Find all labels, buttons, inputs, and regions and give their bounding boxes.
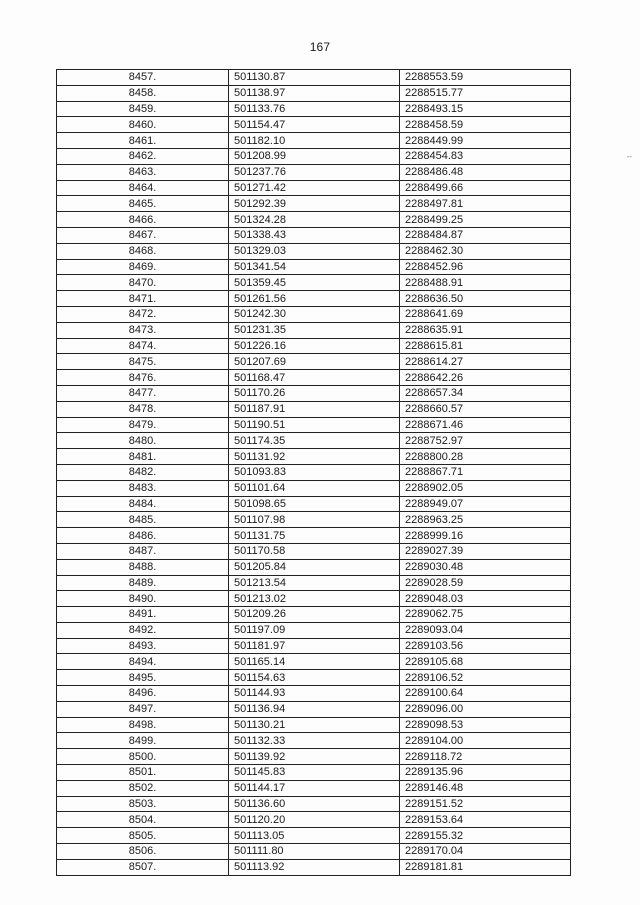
- y-coordinate-cell: 2288462.30: [400, 243, 571, 259]
- table-row: [57, 243, 571, 259]
- x-coordinate-cell: 501154.47: [229, 117, 400, 133]
- coordinates-table: [56, 69, 571, 876]
- table-row: [57, 622, 571, 638]
- point-number-cell: 8484.: [57, 496, 229, 512]
- x-coordinate-cell: 501207.69: [229, 354, 400, 370]
- x-coordinate-cell: 501101.64: [229, 480, 400, 496]
- x-coordinate-cell: 501133.76: [229, 101, 400, 117]
- x-coordinate-cell: 501324.28: [229, 212, 400, 228]
- x-coordinate-cell: 501341.54: [229, 259, 400, 275]
- point-number-cell: 8490.: [57, 591, 229, 607]
- point-number-cell: 8481.: [57, 449, 229, 465]
- y-coordinate-cell: 2288449.99: [400, 133, 571, 149]
- point-number-cell: 8473.: [57, 322, 229, 338]
- point-number-cell: 8460.: [57, 117, 229, 133]
- point-number-cell: 8464.: [57, 180, 229, 196]
- table-row: [57, 575, 571, 591]
- y-coordinate-cell: 2289096.00: [400, 701, 571, 717]
- y-coordinate-cell: 2289153.64: [400, 812, 571, 828]
- y-coordinate-cell: 2289104.00: [400, 733, 571, 749]
- table-row: [57, 701, 571, 717]
- table-row: [57, 306, 571, 322]
- point-number-cell: 8457.: [57, 70, 229, 86]
- y-coordinate-cell: 2288497.81: [400, 196, 571, 212]
- table-row: [57, 464, 571, 480]
- x-coordinate-cell: 501329.03: [229, 243, 400, 259]
- point-number-cell: 8499.: [57, 733, 229, 749]
- table-row: [57, 638, 571, 654]
- point-number-cell: 8506.: [57, 844, 229, 860]
- table-row: [57, 117, 571, 133]
- point-number-cell: 8475.: [57, 354, 229, 370]
- x-coordinate-cell: 501182.10: [229, 133, 400, 149]
- table-row: [57, 528, 571, 544]
- y-coordinate-cell: 2288641.69: [400, 306, 571, 322]
- table-row: [57, 449, 571, 465]
- y-coordinate-cell: 2288635.91: [400, 322, 571, 338]
- x-coordinate-cell: 501231.35: [229, 322, 400, 338]
- point-number-cell: 8483.: [57, 480, 229, 496]
- point-number-cell: 8470.: [57, 275, 229, 291]
- point-number-cell: 8486.: [57, 528, 229, 544]
- x-coordinate-cell: 501187.91: [229, 401, 400, 417]
- x-coordinate-cell: 501181.97: [229, 638, 400, 654]
- point-number-cell: 8474.: [57, 338, 229, 354]
- table-row: [57, 749, 571, 765]
- point-number-cell: 8494.: [57, 654, 229, 670]
- table-row: [57, 591, 571, 607]
- y-coordinate-cell: 2288452.96: [400, 259, 571, 275]
- y-coordinate-cell: 2288499.66: [400, 180, 571, 196]
- y-coordinate-cell: 2288800.28: [400, 449, 571, 465]
- point-number-cell: 8461.: [57, 133, 229, 149]
- y-coordinate-cell: 2288484.87: [400, 227, 571, 243]
- y-coordinate-cell: 2289062.75: [400, 607, 571, 623]
- table-row: [57, 370, 571, 386]
- point-number-cell: 8505.: [57, 828, 229, 844]
- margin-mark: --: [626, 152, 632, 161]
- point-number-cell: 8500.: [57, 749, 229, 765]
- table-row: [57, 607, 571, 623]
- y-coordinate-cell: 2289100.64: [400, 686, 571, 702]
- table-row: [57, 717, 571, 733]
- y-coordinate-cell: 2288636.50: [400, 291, 571, 307]
- table-row: [57, 828, 571, 844]
- point-number-cell: 8468.: [57, 243, 229, 259]
- table-row: [57, 101, 571, 117]
- table-row: [57, 480, 571, 496]
- x-coordinate-cell: 501213.54: [229, 575, 400, 591]
- y-coordinate-cell: 2288949.07: [400, 496, 571, 512]
- x-coordinate-cell: 501111.80: [229, 844, 400, 860]
- y-coordinate-cell: 2288488.91: [400, 275, 571, 291]
- point-number-cell: 8497.: [57, 701, 229, 717]
- table-row: [57, 654, 571, 670]
- table-row: [57, 338, 571, 354]
- x-coordinate-cell: 501144.17: [229, 780, 400, 796]
- point-number-cell: 8496.: [57, 686, 229, 702]
- x-coordinate-cell: 501338.43: [229, 227, 400, 243]
- x-coordinate-cell: 501131.75: [229, 528, 400, 544]
- x-coordinate-cell: 501226.16: [229, 338, 400, 354]
- x-coordinate-cell: 501165.14: [229, 654, 400, 670]
- point-number-cell: 8502.: [57, 780, 229, 796]
- y-coordinate-cell: 2289181.81: [400, 859, 571, 875]
- x-coordinate-cell: 501209.26: [229, 607, 400, 623]
- x-coordinate-cell: 501359.45: [229, 275, 400, 291]
- table-row: [57, 259, 571, 275]
- y-coordinate-cell: 2288657.34: [400, 385, 571, 401]
- point-number-cell: 8467.: [57, 227, 229, 243]
- point-number-cell: 8482.: [57, 464, 229, 480]
- table-row: [57, 512, 571, 528]
- point-number-cell: 8491.: [57, 607, 229, 623]
- point-number-cell: 8462.: [57, 148, 229, 164]
- point-number-cell: 8498.: [57, 717, 229, 733]
- x-coordinate-cell: 501208.99: [229, 148, 400, 164]
- point-number-cell: 8459.: [57, 101, 229, 117]
- point-number-cell: 8463.: [57, 164, 229, 180]
- table-row: [57, 780, 571, 796]
- y-coordinate-cell: 2289030.48: [400, 559, 571, 575]
- point-number-cell: 8479.: [57, 417, 229, 433]
- table-row: [57, 765, 571, 781]
- x-coordinate-cell: 501120.20: [229, 812, 400, 828]
- x-coordinate-cell: 501154.63: [229, 670, 400, 686]
- x-coordinate-cell: 501113.92: [229, 859, 400, 875]
- x-coordinate-cell: 501168.47: [229, 370, 400, 386]
- x-coordinate-cell: 501237.76: [229, 164, 400, 180]
- point-number-cell: 8501.: [57, 765, 229, 781]
- table-row: [57, 70, 571, 86]
- y-coordinate-cell: 2288752.97: [400, 433, 571, 449]
- y-coordinate-cell: 2288999.16: [400, 528, 571, 544]
- point-number-cell: 8492.: [57, 622, 229, 638]
- y-coordinate-cell: 2288615.81: [400, 338, 571, 354]
- point-number-cell: 8485.: [57, 512, 229, 528]
- point-number-cell: 8503.: [57, 796, 229, 812]
- table-row: [57, 543, 571, 559]
- x-coordinate-cell: 501242.30: [229, 306, 400, 322]
- x-coordinate-cell: 501093.83: [229, 464, 400, 480]
- y-coordinate-cell: 2289103.56: [400, 638, 571, 654]
- point-number-cell: 8493.: [57, 638, 229, 654]
- table-row: [57, 227, 571, 243]
- table-row: [57, 85, 571, 101]
- y-coordinate-cell: 2289151.52: [400, 796, 571, 812]
- y-coordinate-cell: 2289135.96: [400, 765, 571, 781]
- page-number: 167: [309, 40, 331, 54]
- x-coordinate-cell: 501197.09: [229, 622, 400, 638]
- table-row: [57, 322, 571, 338]
- table-row: [57, 686, 571, 702]
- table-row: [57, 859, 571, 875]
- point-number-cell: 8488.: [57, 559, 229, 575]
- table-row: [57, 796, 571, 812]
- table-row: [57, 133, 571, 149]
- table-row: [57, 180, 571, 196]
- x-coordinate-cell: 501174.35: [229, 433, 400, 449]
- y-coordinate-cell: 2288902.05: [400, 480, 571, 496]
- table-row: [57, 291, 571, 307]
- y-coordinate-cell: 2288515.77: [400, 85, 571, 101]
- table-row: [57, 496, 571, 512]
- x-coordinate-cell: 501213.02: [229, 591, 400, 607]
- x-coordinate-cell: 501144.93: [229, 686, 400, 702]
- y-coordinate-cell: 2288493.15: [400, 101, 571, 117]
- x-coordinate-cell: 501136.60: [229, 796, 400, 812]
- point-number-cell: 8495.: [57, 670, 229, 686]
- y-coordinate-cell: 2288499.25: [400, 212, 571, 228]
- table-row: [57, 148, 571, 164]
- table-row: [57, 401, 571, 417]
- y-coordinate-cell: 2289146.48: [400, 780, 571, 796]
- y-coordinate-cell: 2288642.26: [400, 370, 571, 386]
- point-number-cell: 8465.: [57, 196, 229, 212]
- y-coordinate-cell: 2289093.04: [400, 622, 571, 638]
- x-coordinate-cell: 501261.56: [229, 291, 400, 307]
- point-number-cell: 8478.: [57, 401, 229, 417]
- y-coordinate-cell: 2289105.68: [400, 654, 571, 670]
- table-row: [57, 354, 571, 370]
- x-coordinate-cell: 501132.33: [229, 733, 400, 749]
- table-row: [57, 196, 571, 212]
- y-coordinate-cell: 2289028.59: [400, 575, 571, 591]
- x-coordinate-cell: 501130.87: [229, 70, 400, 86]
- x-coordinate-cell: 501136.94: [229, 701, 400, 717]
- x-coordinate-cell: 501130.21: [229, 717, 400, 733]
- coordinates-table-body: [57, 70, 571, 876]
- x-coordinate-cell: 501170.26: [229, 385, 400, 401]
- y-coordinate-cell: 2288614.27: [400, 354, 571, 370]
- table-row: [57, 670, 571, 686]
- x-coordinate-cell: 501113.05: [229, 828, 400, 844]
- point-number-cell: 8487.: [57, 543, 229, 559]
- x-coordinate-cell: 501190.51: [229, 417, 400, 433]
- point-number-cell: 8489.: [57, 575, 229, 591]
- table-row: [57, 385, 571, 401]
- x-coordinate-cell: 501170.58: [229, 543, 400, 559]
- x-coordinate-cell: 501098.65: [229, 496, 400, 512]
- x-coordinate-cell: 501145.83: [229, 765, 400, 781]
- y-coordinate-cell: 2288671.46: [400, 417, 571, 433]
- y-coordinate-cell: 2289118.72: [400, 749, 571, 765]
- y-coordinate-cell: 2289027.39: [400, 543, 571, 559]
- point-number-cell: 8507.: [57, 859, 229, 875]
- table-row: [57, 559, 571, 575]
- point-number-cell: 8477.: [57, 385, 229, 401]
- y-coordinate-cell: 2288963.25: [400, 512, 571, 528]
- point-number-cell: 8458.: [57, 85, 229, 101]
- y-coordinate-cell: 2289048.03: [400, 591, 571, 607]
- y-coordinate-cell: 2288458.59: [400, 117, 571, 133]
- y-coordinate-cell: 2288553.59: [400, 70, 571, 86]
- y-coordinate-cell: 2289106.52: [400, 670, 571, 686]
- table-row: [57, 417, 571, 433]
- y-coordinate-cell: 2289155.32: [400, 828, 571, 844]
- table-row: [57, 812, 571, 828]
- point-number-cell: 8476.: [57, 370, 229, 386]
- y-coordinate-cell: 2288867.71: [400, 464, 571, 480]
- y-coordinate-cell: 2289170.04: [400, 844, 571, 860]
- y-coordinate-cell: 2288454.83: [400, 148, 571, 164]
- table-row: [57, 164, 571, 180]
- x-coordinate-cell: 501139.92: [229, 749, 400, 765]
- x-coordinate-cell: 501292.39: [229, 196, 400, 212]
- x-coordinate-cell: 501107.98: [229, 512, 400, 528]
- y-coordinate-cell: 2289098.53: [400, 717, 571, 733]
- x-coordinate-cell: 501205.84: [229, 559, 400, 575]
- point-number-cell: 8469.: [57, 259, 229, 275]
- y-coordinate-cell: 2288486.48: [400, 164, 571, 180]
- x-coordinate-cell: 501271.42: [229, 180, 400, 196]
- table-row: [57, 733, 571, 749]
- table-row: [57, 275, 571, 291]
- x-coordinate-cell: 501131.92: [229, 449, 400, 465]
- table-row: [57, 212, 571, 228]
- table-row: [57, 844, 571, 860]
- table-row: [57, 433, 571, 449]
- point-number-cell: 8471.: [57, 291, 229, 307]
- y-coordinate-cell: 2288660.57: [400, 401, 571, 417]
- point-number-cell: 8504.: [57, 812, 229, 828]
- point-number-cell: 8472.: [57, 306, 229, 322]
- x-coordinate-cell: 501138.97: [229, 85, 400, 101]
- point-number-cell: 8466.: [57, 212, 229, 228]
- point-number-cell: 8480.: [57, 433, 229, 449]
